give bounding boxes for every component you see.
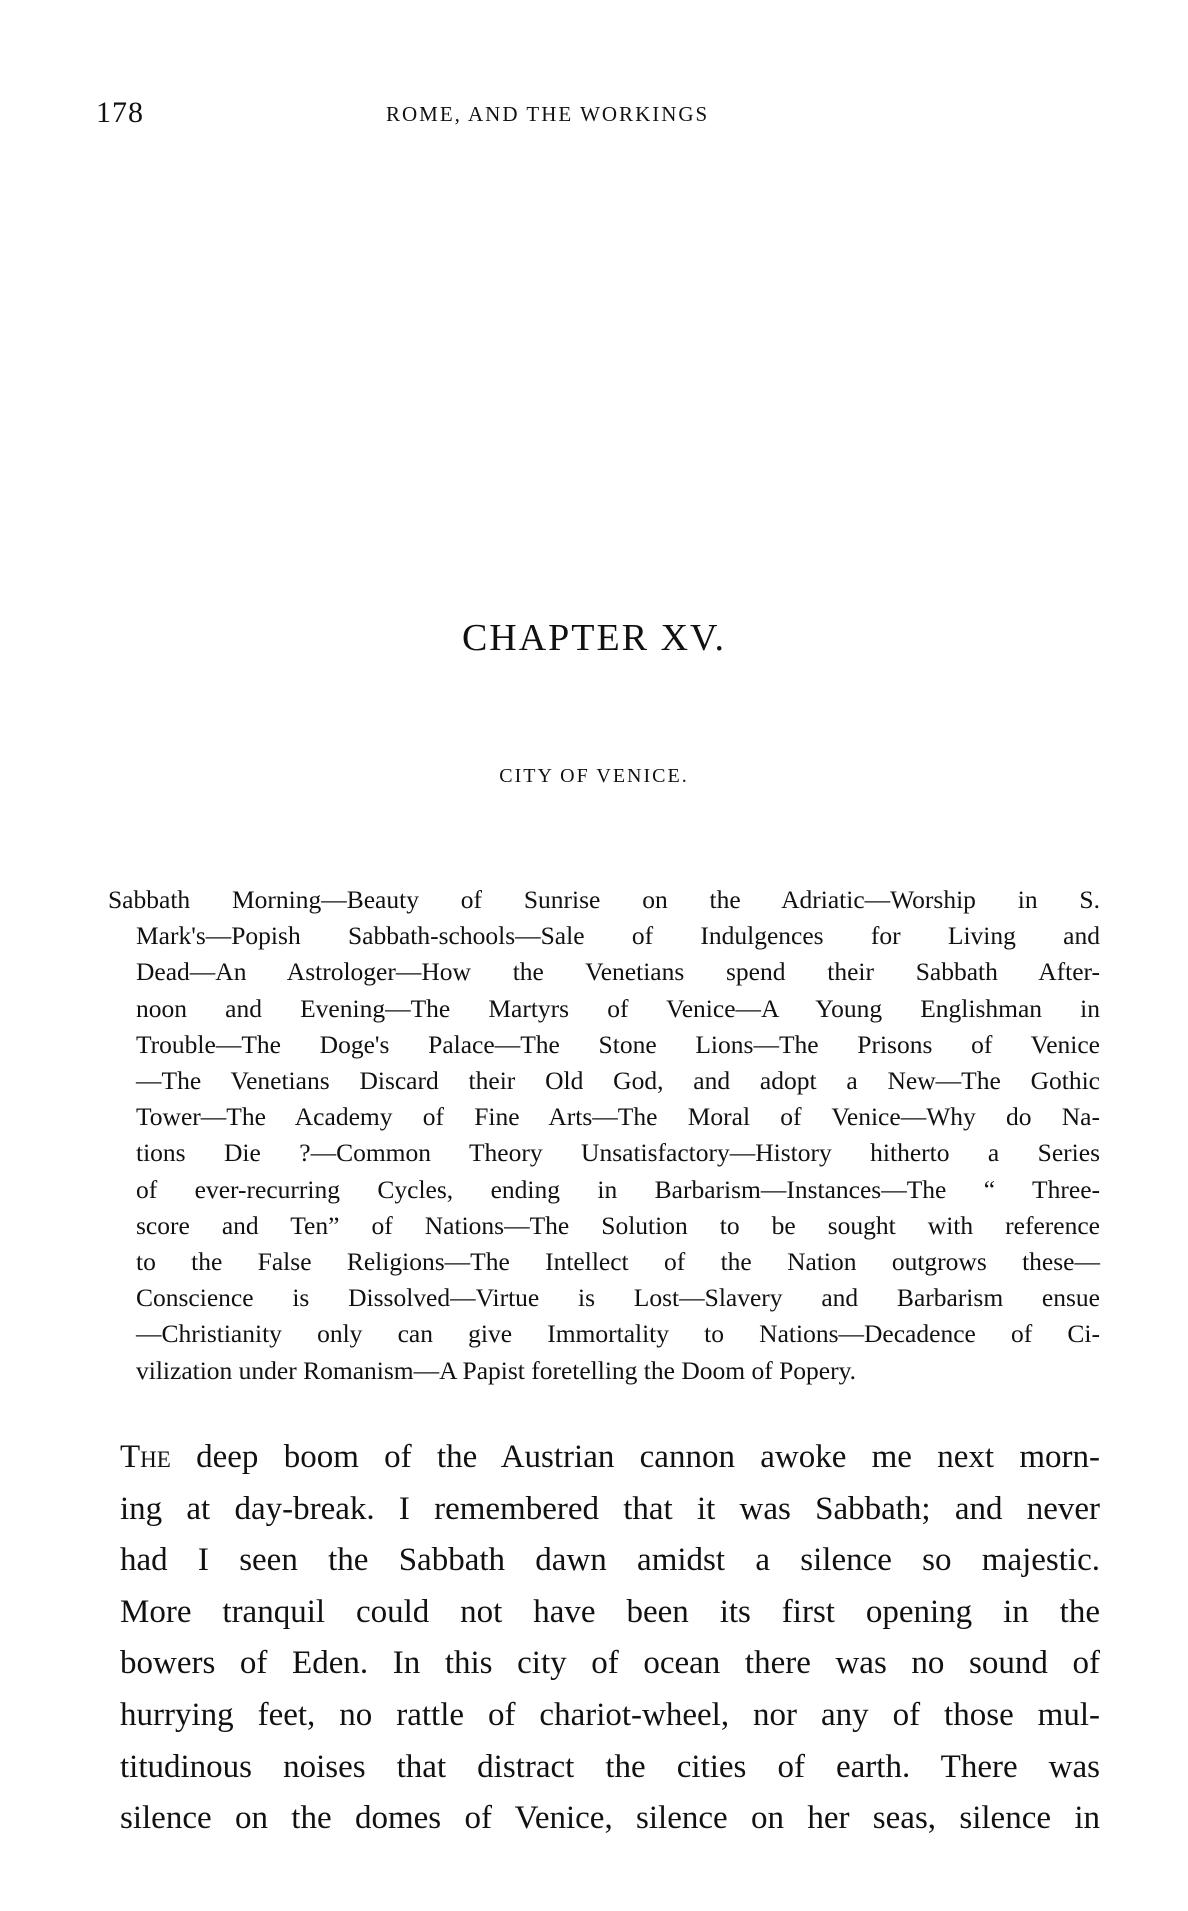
body-line: hurrying feet, no rattle of chariot-wheel, nor any of those mul- (120, 1696, 1100, 1733)
opening-word: The (120, 1439, 171, 1475)
page-number: 178 (96, 96, 144, 129)
synopsis-line: Sabbath Morning—Beauty of Sunrise on the Adriatic—Worship in S. (108, 885, 1100, 914)
body-line: silence on the domes of Venice, silence on her seas, silence in (120, 1800, 1100, 1837)
synopsis-line: score and Ten” of Nations—The Solution to be sought with reference (136, 1210, 1100, 1240)
body-text (120, 1432, 1100, 1845)
synopsis-line: —Christianity only can give Immortality to Nations—Decadence of Ci- (136, 1319, 1100, 1349)
synopsis-line: Mark's—Popish Sabbath-schools—Sale of Indulgences for Living and (136, 921, 1100, 951)
synopsis-line: Trouble—The Doge's Palace—The Stone Lions—The Prisons of Venice (136, 1029, 1100, 1059)
synopsis-line: noon and Evening—The Martyrs of Venice—A Young Englishman in (136, 993, 1100, 1023)
body-line: bowers of Eden. In this city of ocean there was no sound of (120, 1645, 1100, 1682)
body-line: ing at day-break. I remembered that it was Sabbath; and never (120, 1490, 1100, 1527)
synopsis-line: Conscience is Dissolved—Virtue is Lost—Slavery and Barbarism ensue (136, 1283, 1100, 1313)
chapter-title: CHAPTER XV. (461, 617, 727, 659)
body-line: had I seen the Sabbath dawn amidst a silence so majestic. (120, 1542, 1100, 1579)
synopsis-line: Dead—An Astrologer—How the Venetians spend their Sabbath After- (136, 957, 1100, 987)
body-line: titudinous noises that distract the cities of earth. There was (120, 1748, 1100, 1785)
synopsis-line: to the False Religions—The Intellect of the Nation outgrows these— (136, 1247, 1100, 1277)
chapter-synopsis (108, 882, 1100, 1389)
synopsis-line: Tower—The Academy of Fine Arts—The Moral of Venice—Why do Na- (136, 1102, 1100, 1132)
synopsis-line: —The Venetians Discard their Old God, and adopt a New—The Gothic (136, 1066, 1100, 1096)
chapter-subtitle: CITY OF VENICE. (499, 765, 689, 787)
synopsis-line: vilization under Romanism—A Papist foretelling the Doom of Popery. (136, 1355, 857, 1385)
synopsis-line: tions Die ?—Common Theory Unsatisfactory—History hitherto a Series (136, 1138, 1100, 1168)
body-line (120, 1432, 1100, 1484)
body-line-text: deep boom of the Austrian cannon awoke me next morn- (170, 1439, 1100, 1475)
synopsis-line: of ever-recurring Cycles, ending in Barbarism—Instances—The “ Three- (136, 1174, 1100, 1204)
body-line: More tranquil could not have been its first opening in the (120, 1593, 1100, 1630)
running-head: ROME, AND THE WORKINGS (386, 102, 710, 126)
